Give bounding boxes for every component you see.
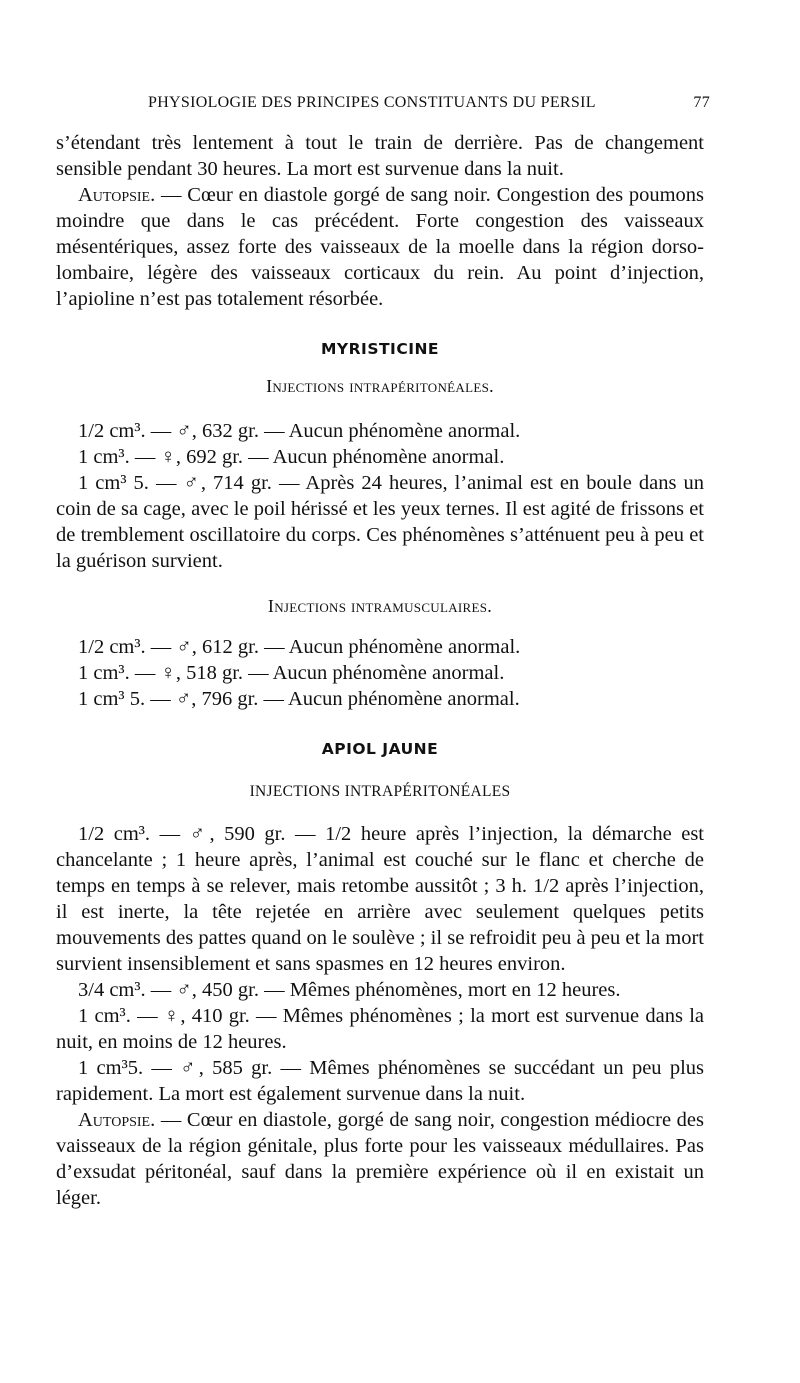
paragraph: 1 cm³5. — ♂, 585 gr. — Mêmes phénomènes se succédant un peu plus rapidement. La mort est également survenue dans la nuit. [56, 1057, 704, 1105]
myristicine-experiment-paragraph [56, 470, 704, 574]
subsection-heading-intramuscular: Injections intramusculaires. [267, 596, 493, 616]
experiment-line: 1/2 cm³. — ♂, 632 gr. — Aucun phénomène anormal. [78, 420, 521, 442]
subsection-heading-intraperitoneal: Injections intrapéritonéales. [266, 376, 494, 396]
autopsy-paragraph [56, 1107, 704, 1211]
section-title-apiol-jaune: APIOL JAUNE [321, 740, 439, 758]
paragraph: 1 cm³. — ♀, 410 gr. — Mêmes phénomènes ; la mort est survenue dans la nuit, en moins de 12 heures. [56, 1005, 704, 1053]
autopsy-paragraph [56, 182, 704, 312]
paragraph: 3/4 cm³. — ♂, 450 gr. — Mêmes phénomènes, mort en 12 heures. [78, 979, 621, 1001]
autopsy-label: Autopsie. [78, 1109, 156, 1131]
apiol-jaune-experiments [56, 821, 704, 1211]
paragraph: 1/2 cm³. — ♂, 590 gr. — 1/2 heure après l’injection, la démarche est chancelante ; 1 heure après, l’animal est couché sur le flanc et cherche de temps en temps à se relever, mais retombe aussitôt ; 3 h. 1/2 après l’injection, il est inerte, la tête rejetée en arrière avec seulement quelques petits mouvements des pattes quand on le soulève ; il se refroidit peu à peu et la mort survient insensiblement et sans spasmes en 12 heures environ. [56, 823, 704, 975]
experiment-line: 1 cm³. — ♀, 518 gr. — Aucun phénomène anormal. [78, 662, 505, 684]
running-head [148, 94, 710, 120]
section-title-myristicine: MYRISTICINE [320, 340, 440, 358]
subsection-heading-apiol: INJECTIONS INTRAPÉRITONÉALES [249, 783, 511, 800]
experiment-line: 1/2 cm³. — ♂, 612 gr. — Aucun phénomène anormal. [78, 636, 521, 658]
myristicine-intramuscular-list [56, 634, 704, 712]
autopsy-label: Autopsie. [78, 184, 156, 206]
autopsy-text: — Cœur en diastole, gorgé de sang noir, congestion médiocre des vaisseaux de la région génitale, plus forte pour les vaisseaux médullaires. Pas d’exsudat péritonéal, sauf dans la première expérience où il en existait un léger. [56, 1109, 704, 1209]
apioline-conclusion [56, 130, 704, 312]
paragraph: 1 cm³ 5. — ♂, 714 gr. — Après 24 heures, l’animal est en boule dans un coin de sa cage, avec le poil hérissé et les yeux ternes. Il est agité de frissons et de tremblement oscillatoire du corps. Ces phénomènes s’atténuent peu à peu et la guérison survient. [56, 472, 704, 572]
myristicine-intraperitoneal-list [56, 418, 704, 470]
page-number: 77 [693, 94, 710, 111]
running-head-title: PHYSIOLOGIE DES PRINCIPES CONSTITUANTS DU PERSIL [148, 94, 596, 111]
autopsy-text: — Cœur en diastole gorgé de sang noir. Congestion des poumons moindre que dans le cas précédent. Forte congestion des vaisseaux mésentériques, assez forte des vaisseaux de la moelle dans la région dorso-lombaire, légère des vaisseaux corticaux du rein. Au point d’injection, l’apioline n’est pas totalement résorbée. [56, 184, 704, 310]
paragraph: s’étendant très lentement à tout le train de derrière. Pas de changement sensible pendant 30 heures. La mort est survenue dans la nuit. [56, 132, 704, 180]
experiment-line: 1 cm³ 5. — ♂, 796 gr. — Aucun phénomène anormal. [78, 688, 520, 710]
experiment-line: 1 cm³. — ♀, 692 gr. — Aucun phénomène anormal. [78, 446, 505, 468]
